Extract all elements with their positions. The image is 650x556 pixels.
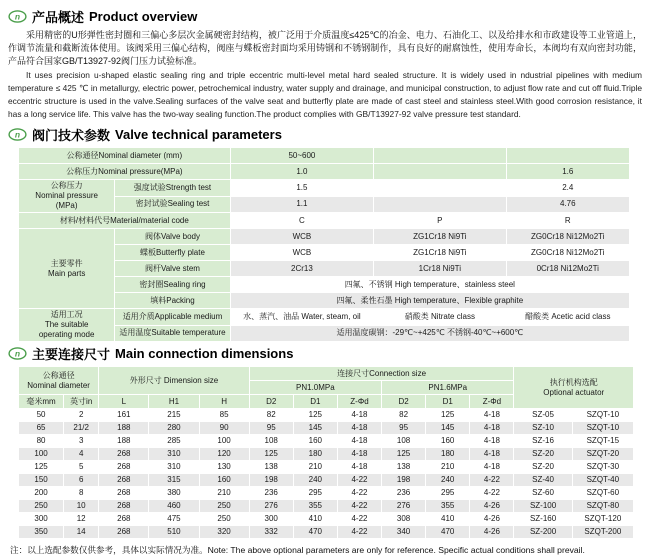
dimension-cell: 120 [200, 448, 249, 460]
table-row [19, 500, 633, 512]
label-line: 公称压力 [50, 181, 83, 190]
dimension-cell: 4-26 [470, 526, 513, 538]
overview-section-title [8, 7, 642, 26]
row-sublabel: 填料Packing [115, 293, 229, 308]
dimension-cell: 21/2 [64, 422, 98, 434]
header-row [19, 367, 633, 380]
col-header-connection-size: 连接尺寸Connection size [250, 367, 514, 380]
dimension-cell: 410 [426, 513, 469, 525]
dimension-cell: 138 [250, 461, 293, 473]
brand-logo-icon [8, 10, 27, 23]
dimension-cell: 100 [19, 448, 63, 460]
dimension-cell: 268 [99, 461, 148, 473]
value-cell: 醋酸类 Acetic acid class [507, 309, 629, 325]
row-sublabel: 密封试验Sealing test [115, 197, 229, 213]
empty-cell [374, 197, 505, 213]
dimension-cell: 4-22 [338, 513, 381, 525]
dimension-cell: SZ-40 [514, 474, 571, 486]
dimension-cell: 355 [294, 500, 337, 512]
row-label: 公称压力Nominal pressure(MPa) [19, 164, 230, 179]
dimension-cell: 4-18 [470, 409, 513, 421]
dimension-cell: 8 [64, 487, 98, 499]
table-row [19, 180, 629, 196]
col-header-D2: D2 [250, 395, 293, 408]
dimension-cell: 50 [19, 409, 63, 421]
dimension-cell: 100 [200, 435, 249, 447]
row-sublabel: 强度试验Strength test [115, 180, 229, 196]
dimension-cell: 4-22 [338, 526, 381, 538]
dimension-cell: 4-22 [470, 474, 513, 486]
dimension-cell: 2 [64, 409, 98, 421]
col-header-Zd: Z-Φd [470, 395, 513, 408]
dimension-cell: 80 [19, 435, 63, 447]
col-header-D1: D1 [294, 395, 337, 408]
col-header-dimension-size: 外形尺寸 Dimension size [99, 367, 248, 394]
dimension-cell: 268 [99, 513, 148, 525]
dimension-cell: 340 [382, 526, 425, 538]
row-label [19, 309, 114, 341]
dimension-cell: SZ-20 [514, 461, 571, 473]
empty-cell [374, 164, 505, 179]
dimension-cell: 315 [149, 474, 198, 486]
col-header-mm: 毫米mm [19, 395, 63, 408]
table-row [19, 164, 629, 179]
table-row [19, 148, 629, 163]
empty-cell [507, 148, 629, 163]
value-cell: 50~600 [231, 148, 373, 163]
dimension-cell: SZ-200 [514, 526, 571, 538]
label-line: 适用工况 [50, 310, 83, 319]
dimension-cell: 332 [250, 526, 293, 538]
dimension-cell: 130 [200, 461, 249, 473]
dimension-cell: 180 [294, 448, 337, 460]
dimension-cell: 85 [200, 409, 249, 421]
dimension-cell: 198 [250, 474, 293, 486]
dimension-cell: 125 [19, 461, 63, 473]
label-line: 主要零件 [50, 258, 83, 268]
row-label [19, 180, 114, 212]
table-row [19, 435, 633, 447]
value-cell: 1Cr18 Ni9Ti [374, 261, 505, 276]
row-label [19, 229, 114, 308]
dimension-cell: 300 [19, 513, 63, 525]
dimension-cell: 4-18 [338, 435, 381, 447]
dimension-cell: 240 [426, 474, 469, 486]
col-header-D1: D1 [426, 395, 469, 408]
dimension-cell: 4-18 [338, 409, 381, 421]
dimension-cell: 210 [200, 487, 249, 499]
dimensions-title-zh: 主要连接尺寸 [32, 347, 111, 362]
dimension-cell: 295 [426, 487, 469, 499]
dimension-cell: 82 [250, 409, 293, 421]
dimension-cell: SZQT-30 [573, 461, 633, 473]
brand-logo-icon [8, 128, 27, 141]
dimension-cell: 160 [294, 435, 337, 447]
header-line: Optional actuator [543, 387, 605, 397]
dimension-cell: 310 [149, 448, 198, 460]
value-cell: 适用温度碳钢：-29℃~+425℃ 不锈钢-40℃~+600℃ [231, 326, 629, 342]
dimension-cell: 108 [382, 435, 425, 447]
table-row [19, 526, 633, 538]
dimension-cell: 4-22 [338, 474, 381, 486]
dimension-cell: SZ-05 [514, 409, 571, 421]
dimension-cell: 250 [200, 500, 249, 512]
dimension-cell: 65 [19, 422, 63, 434]
col-header-Zd: Z-Φd [338, 395, 381, 408]
overview-paragraph-zh: 采用精密的U形弹性密封圈和三偏心多层次金属硬密封结构，被广泛用于介质温度≤425℃的冶金、电力、石油化工、以及给排水和市政建设等工业管道上，作调节流量和截断流体使用。该阀采用三偏心结构，阀座与蝶板密封面均采用铸钢和不锈钢制作，具有良好的耐腐蚀性，使用寿命长，本阀均有双向密封功能，产品符合国家GB/T13927-92阀门压力试验标准。 [8, 30, 642, 66]
col-header-in: 英寸in [64, 395, 98, 408]
value-cell: P [374, 213, 505, 228]
dimension-cell: 4-18 [338, 461, 381, 473]
footer-note: 注：以上选配参数仅供参考，具体以实际情况为准。Note: The above optional parameters are only for reference. Specific actual conditions shall prevail. [10, 545, 585, 555]
label-line: Main parts [47, 268, 86, 278]
dimension-cell: 268 [99, 448, 148, 460]
value-cell: ZG1Cr18 Ni9Ti [374, 229, 505, 244]
dimension-cell: 470 [426, 526, 469, 538]
dimension-cell: 268 [99, 474, 148, 486]
col-header-pn10: PN1.0MPa [250, 381, 381, 394]
table-row [19, 229, 629, 244]
dimension-cell: 280 [149, 422, 198, 434]
dimensions-section-title [8, 344, 642, 363]
dimension-cell: SZ-10 [514, 422, 571, 434]
row-label: 公称通径Nominal diameter (mm) [19, 148, 230, 163]
dimension-cell: 161 [99, 409, 148, 421]
dimension-cell: 250 [200, 513, 249, 525]
dimensions-table-body [19, 409, 633, 538]
dimension-cell: 236 [382, 487, 425, 499]
dimension-cell: 198 [382, 474, 425, 486]
dimension-cell: 6 [64, 474, 98, 486]
dimension-cell: SZQT-200 [573, 526, 633, 538]
dimensions-title-en: Main connection dimensions [115, 346, 294, 361]
dimension-cell: 4-18 [470, 448, 513, 460]
value-cell: 4.76 [507, 197, 629, 213]
dimension-cell: 276 [250, 500, 293, 512]
table-row [19, 461, 633, 473]
value-cell: 1.6 [507, 164, 629, 179]
dimension-cell: 4-26 [470, 500, 513, 512]
dimension-cell: 285 [149, 435, 198, 447]
label-line: The suitable [44, 320, 89, 329]
value-cell: WCB [231, 245, 373, 260]
parameters-section-title [8, 125, 642, 144]
dimension-cell: SZQT-40 [573, 474, 633, 486]
dimension-cell: 380 [149, 487, 198, 499]
row-sublabel: 适用介质Applicable medium [115, 309, 229, 325]
dimension-cell: 150 [19, 474, 63, 486]
row-label: 材料/材料代号Material/material code [19, 213, 230, 228]
dimension-cell: SZ-20 [514, 448, 571, 460]
value-cell: 硝酸类 Nitrate class [374, 309, 505, 325]
table-row [19, 513, 633, 525]
svg-text:n: n [14, 348, 21, 359]
dimensions-table [18, 366, 634, 539]
col-header-optional-actuator [514, 367, 633, 408]
header-line: 执行机构选配 [549, 377, 598, 387]
svg-text:n: n [14, 129, 21, 140]
col-header-nominal-diameter [19, 367, 98, 394]
dimension-cell: 4-18 [338, 448, 381, 460]
dimension-cell: 125 [426, 409, 469, 421]
value-cell: 四氟、柔性石墨 High temperature、Flexible graphite [231, 293, 629, 308]
dimension-cell: 160 [200, 474, 249, 486]
dimension-cell: 10 [64, 500, 98, 512]
empty-cell [374, 148, 505, 163]
dimension-cell: SZ-100 [514, 500, 571, 512]
dimension-cell: 90 [200, 422, 249, 434]
dimension-cell: 200 [19, 487, 63, 499]
dimension-cell: 268 [99, 500, 148, 512]
dimension-cell: 125 [294, 409, 337, 421]
overview-paragraph-en: It uses precision u-shaped elastic sealing ring and triple eccentric multi-level metal hard sealed structure. It is widely used in ndustrial pipelines with medium temperature ≤ 425 ℃ in metallurgy, electric power, petrochemical industry, water supply and drainage, and municipal construction, to adjust flow rate and cut off fluid.Triple eccentric structure is used in the valve.Sealing surfaces of the valve seat and butterfly plate are made of cast steel and stainless steel.With good corrosion resistance, it has a long service life. This valve has the two-way sealing function.The product complies with GB/T13927-92 valve pressure test standard. [8, 70, 642, 119]
dimension-cell: 160 [426, 435, 469, 447]
dimension-cell: 95 [382, 422, 425, 434]
dimension-cell: 460 [149, 500, 198, 512]
dimension-cell: 3 [64, 435, 98, 447]
dimension-cell: 475 [149, 513, 198, 525]
parameters-title-en: Valve technical parameters [115, 127, 282, 142]
label-line: (MPa) [55, 201, 78, 210]
table-row [19, 422, 633, 434]
dimension-cell: SZQT-20 [573, 448, 633, 460]
col-header-L: L [99, 395, 148, 408]
dimension-cell: 4-22 [470, 487, 513, 499]
dimension-cell: 180 [426, 448, 469, 460]
dimension-cell: 350 [19, 526, 63, 538]
dimension-cell: 268 [99, 487, 148, 499]
dimension-cell: 4 [64, 448, 98, 460]
value-cell: 水、蒸汽、油品 Water, steam, oil [231, 309, 373, 325]
row-sublabel: 阀体Valve body [115, 229, 229, 244]
dimension-cell: SZQT-10 [573, 422, 633, 434]
value-cell: ZG0Cr18 Ni12Mo2Ti [507, 245, 629, 260]
dimension-cell: 14 [64, 526, 98, 538]
header-line: Nominal diameter [27, 380, 90, 390]
row-sublabel: 蝶板Butterfly plate [115, 245, 229, 260]
dimension-cell: 4-22 [338, 500, 381, 512]
parameters-title-zh: 阀门技术参数 [32, 128, 111, 143]
dimension-cell: 410 [294, 513, 337, 525]
label-line: operating mode [38, 330, 95, 339]
dimension-cell: 276 [382, 500, 425, 512]
value-cell: ZG0Cr18 Ni12Mo2Ti [507, 229, 629, 244]
dimension-cell: SZ-16 [514, 435, 571, 447]
value-cell: 1.0 [231, 164, 373, 179]
dimension-cell: 138 [382, 461, 425, 473]
brand-logo-icon [8, 347, 27, 360]
dimension-cell: 250 [19, 500, 63, 512]
dimension-cell: SZQT-15 [573, 435, 633, 447]
dimension-cell: 355 [426, 500, 469, 512]
value-cell: R [507, 213, 629, 228]
dimension-cell: SZQT-10 [573, 409, 633, 421]
dimension-cell: 4-18 [470, 461, 513, 473]
value-cell: 1.5 [231, 180, 373, 196]
svg-text:n: n [14, 11, 21, 22]
col-header-H1: H1 [149, 395, 198, 408]
label-line: Nominal pressure [35, 191, 98, 200]
dimension-cell: SZ-60 [514, 487, 571, 499]
dimension-cell: 125 [250, 448, 293, 460]
dimension-cell: 188 [99, 422, 148, 434]
dimension-cell: 295 [294, 487, 337, 499]
value-cell: 2.4 [507, 180, 629, 196]
col-header-pn16: PN1.6MPa [382, 381, 513, 394]
dimension-cell: 210 [426, 461, 469, 473]
table-row [19, 409, 633, 421]
header-line: 公称通径 [42, 370, 75, 380]
dimension-cell: 5 [64, 461, 98, 473]
value-cell: 1.1 [231, 197, 373, 213]
dimension-cell: SZQT-60 [573, 487, 633, 499]
value-cell: 0Cr18 Ni12Mo2Ti [507, 261, 629, 276]
dimension-cell: 4-22 [338, 487, 381, 499]
row-sublabel: 密封圈Sealing ring [115, 277, 229, 292]
dimension-cell: 12 [64, 513, 98, 525]
dimension-cell: 236 [250, 487, 293, 499]
dimension-cell: 210 [294, 461, 337, 473]
dimension-cell: SZQT-80 [573, 500, 633, 512]
dimension-cell: 308 [382, 513, 425, 525]
dimension-cell: 125 [382, 448, 425, 460]
dimension-cell: 108 [250, 435, 293, 447]
dimension-cell: 320 [200, 526, 249, 538]
dimension-cell: 95 [250, 422, 293, 434]
value-cell: WCB [231, 229, 373, 244]
overview-title-zh: 产品概述 [32, 10, 85, 25]
parameters-table [18, 147, 630, 342]
overview-title-en: Product overview [89, 9, 198, 24]
dimension-cell: 4-18 [470, 422, 513, 434]
empty-cell [374, 180, 505, 196]
dimension-cell: 215 [149, 409, 198, 421]
dimension-cell: 82 [382, 409, 425, 421]
dimension-cell: 4-18 [338, 422, 381, 434]
dimension-cell: 268 [99, 526, 148, 538]
table-row [19, 487, 633, 499]
col-header-D2: D2 [382, 395, 425, 408]
table-row [19, 213, 629, 228]
dimension-cell: 310 [149, 461, 198, 473]
dimension-cell: 4-26 [470, 513, 513, 525]
dimension-cell: 145 [294, 422, 337, 434]
value-cell: 2Cr13 [231, 261, 373, 276]
value-cell: 四氟、不锈钢 High temperature、stainless steel [231, 277, 629, 292]
value-cell: C [231, 213, 373, 228]
dimension-cell: 470 [294, 526, 337, 538]
table-row [19, 448, 633, 460]
dimension-cell: 145 [426, 422, 469, 434]
row-sublabel: 阀杆Valve stem [115, 261, 229, 276]
dimension-cell: SZ-160 [514, 513, 571, 525]
col-header-H: H [200, 395, 249, 408]
dimension-cell: 510 [149, 526, 198, 538]
row-sublabel: 适用温度Suitable temperature [115, 326, 229, 342]
table-row [19, 309, 629, 325]
dimension-cell: 188 [99, 435, 148, 447]
dimension-cell: 4-18 [470, 435, 513, 447]
dimension-cell: 300 [250, 513, 293, 525]
table-row [19, 474, 633, 486]
dimension-cell: 240 [294, 474, 337, 486]
dimension-cell: SZQT-120 [573, 513, 633, 525]
value-cell: ZG1Cr18 Ni9Ti [374, 245, 505, 260]
